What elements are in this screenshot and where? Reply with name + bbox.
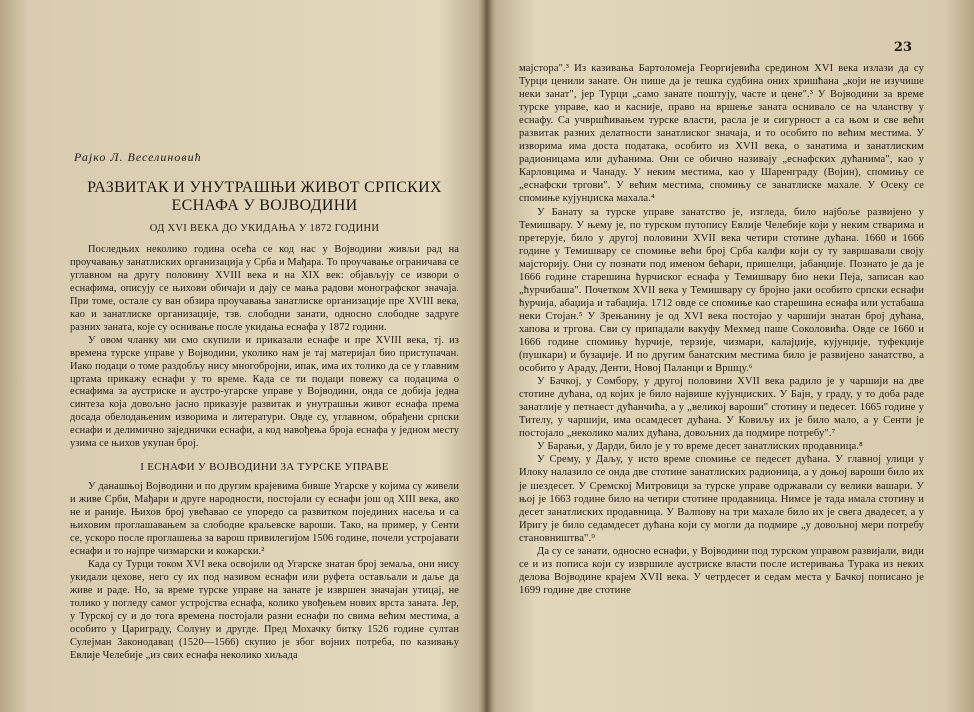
section-paragraph-2: Када су Турци током XVI века освојили од Угарске знатан број земаља, они нису укидали цехове, него су их под називом еснафи или руфета остављали и даље да живе и раде. Но, за време турске управе на занате је извршен значајан утицај, не толико у погледу самог устројства еснафа, колико увођењем нових врста заната. Јер, у Турској су и до тога времена постојали разни еснафи по свима већим местима, а особито у Цариграду, Солуну и другде. Пред Мохачку битку 1526 године султан Сулејман Законодавац (1520—1566) скупио је због војних потреба, по казивању Евлије Челебије „из свих еснафа неколико хиљада	[70, 558, 459, 661]
intro-paragraph-1: Последњих неколико година осећа се код нас у Војводини живљи рад на проучавању занатлиских организација у Срба и Мађара. То проучавање ограничава се углавном на другу половину XVIII века и на XIX век: објављују се извори о еснафима, описују се њихови обичаји и дају се мања радови монографског значаја. При томе, остале су ван обзира проучавања занатлиске организације пре XVIII века, као и занатлиске организације, тзв. слободни занати, односно слободне задруге разних заната, које су оснивање после укидања еснафа у 1872 години.	[70, 244, 459, 333]
author-name: Рајко Л. Веселиновић	[74, 150, 202, 164]
body-paragraph: Да су се занати, односно еснафи, у Војводини под турском управом развијали, види се и из пописа који су извршиле аустриске власти после истеривања Турака из неких делова Војводине крајем XVII века. У четрдесет и седам места у Бачкој пописано је 1699 године две стотине	[519, 545, 924, 596]
page-number: 23	[893, 40, 912, 55]
body-paragraph: У Банату за турске управе занатство је, изгледа, било најбоље развијено у Темишвару. У њему је, по турском путопису Евлије Челебије који у неким стварима и претерује, било у другој половини XVII века четири стотине дућана. 1660 и 1666 године у Темишвару се спомиње већи број Срба калфи који су ту завршавали своју мајсторију. Они су познати под именом бећари, пришелци, јабанџије. Познато је да је 1666 године старешина ћурчиског еснафа у Темишвару био неки Пеја, записан као „ћурчибаша". Почетком XVII века у Темишвару су бројно јаки особито српски еснафи ћурчија, абаџија и табаџија. 1712 овде се спомиње као старешина еснафа или устабаша неки Стојан.⁵ У Зрењанину је од XVI века постојао у чаршији знатан број дућана, хапова и трговa. Сви су припадали вакуфу Мехмед паше Соколовића. Овде се 1660 и 1666 године спомињу ћурчије, терзије, чизмари, калајџије, кујунџије, туфекџије (пушкари) и бузаџије. И по другим банатским местима било је развијено занатство, а особито у Араду, Денти, Новој Паланци и Вршцу.⁶	[519, 206, 924, 375]
body-paragraph: У Срему, у Даљу, у исто време спомиње се педесет дућана. У главној улици у Илоку налазило се онда две стотине занатлиских радионица, а у доњој вароши било их је шездесет. У Сремској Митровици за турске управе одржавали су велики вашари. У њој је 1663 године било на четири стотине продавница. Нимсе је тада имала стотину и десет занатлиских продавница. У Валпову на три махале било их је свега двадесет, а у Иригу је било седамдесет дућана који су могли да подмире „у довољној мери потребу становништва".⁹	[519, 454, 924, 544]
body-paragraph: мајстора".³ Из казивања Бартоломеја Георгијевића средином XVI века излази да су Турци ценили занате. Он пише да је тешка судбина оних хришћана „који не изучише неки занат", јер Турци „само занате поштују, часте и цене".³ У Војводини за време турске управе, као и касније, право на вршење заната оснивало се на чланству у еснафу. Са учвршћивањем турске власти, расла је и сигурност а са њом и све већи развитак разних делатности занатлиског значаја, и то особито по већим местима. У изворима има доста података, особито из XVII века, о занатима и занатлиским радионицама или дућанима. Они се обично називају „еснафских дућанима", као у Карловцима и Чанаду. У неким местима, као у Шаренграду (Војин), спомињу се „еснафски тргови". У већим местима, спомињу се занатлиске махале. У Осеку се спомиње кујунџиска махала.⁴	[519, 63, 924, 205]
section-heading: I ЕСНАФИ У ВОЈВОДИНИ ЗА ТУРСКЕ УПРАВЕ	[140, 461, 389, 474]
body-paragraph: У Барањи, у Дарди, било је у то време десет занатлиских продавница.⁸	[537, 441, 863, 453]
article-title: РАЗВИТАК И УНУТРАШЊИ ЖИВОТ СРПСКИХ ЕСНАФА У ВОЈВОДИНИ	[87, 179, 442, 214]
article-subtitle: ОД XVI ВЕКА ДО УКИДАЊА У 1872 ГОДИНИ	[149, 223, 380, 234]
section-paragraph-1: У данашњој Војводини и по другим крајевима бивше Угарске у којима су живели и живе Срби, Мађари и друге народности, постојали су еснафи још од XIII века, ако не и раније. Њихов број увећавао се упоредо са развитком појединих насеља и са њиховим проглашавањем за слободне краљевске вароши. Тако, на пример, у Сенти се, ускоро после проглашења за варош привилегијом 1506 године, почели устројавати еснафи и то најпре чизмарски и кожарски.²	[70, 481, 459, 558]
body-paragraph: У Бачкој, у Сомбору, у другој половини XVII века радило је у чаршији на две стотине дућана, од којих је било највише кујунџиских. У Бајн, у граду, у то доба раде занатлије у петнаест дућанчића, а у „великој вароши" стотину и педесет. 1665 године у Тителу, у чаршији, има осамдесет дућана. У Ковиљу их је било мало, а у Сенти је постојало „неколико малих дућана, довољних да подмире потребу".⁷	[519, 376, 924, 440]
right-page	[487, 0, 974, 712]
intro-paragraph-2: У овом чланку ми смо скупили и приказали еснафе и пре XVIII века, тј. из времена турске управе у Војводини, уколико нам је тај материјал био приступачан. Иако подаци о томе раздобљу нису многобројни, ипак, има их толико да се у главним цртама прикажу еснафи у то време. Када се ти подаци повежу са подацима о еснафима за аустриске и аустро-угарске управе у Војводини, онда се добија једна синтеза која довољно јасно приказује развитак и унутрашњи живот еснафа према досада обелодањеним изворима и литератури. Овде су, углавном, обрађени српски еснафи и делимично заједнички еснафи, а код навођења броја еснафа у једном месту узима се њихов укупан број.	[70, 334, 459, 450]
